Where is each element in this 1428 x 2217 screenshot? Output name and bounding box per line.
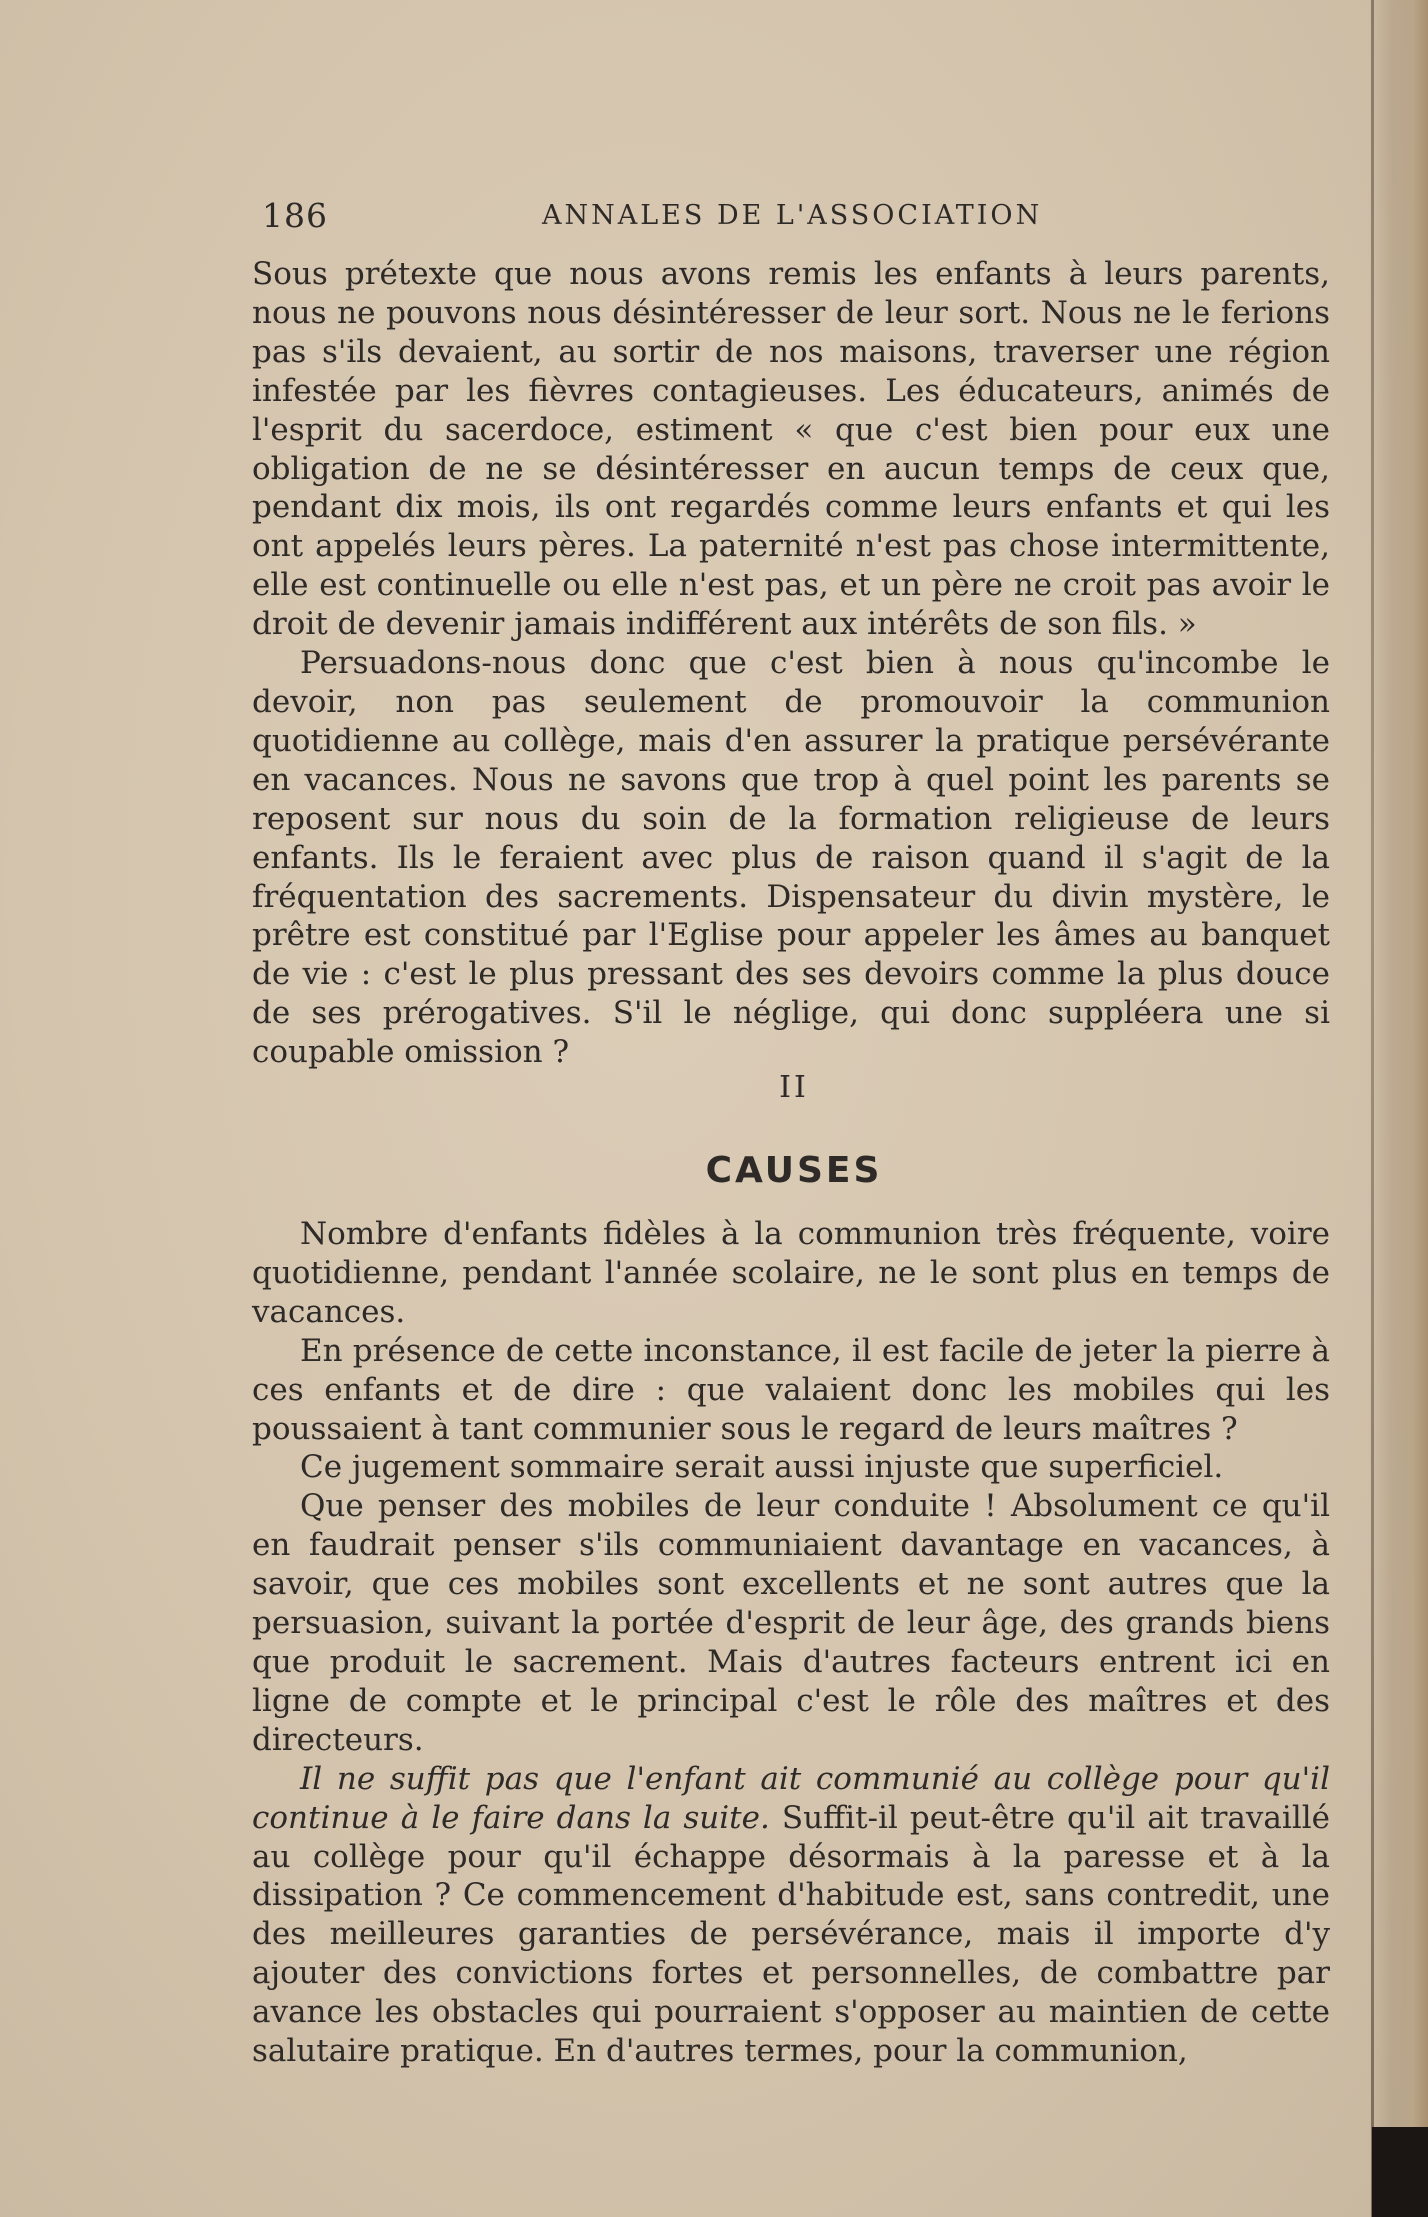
text-block-intro — [252, 255, 1330, 1072]
paragraph-continuation: Suffit-il peut-être qu'il ait travaillé au collège pour qu'il échappe désormais à la paresse et à la dissipation ? Ce commencement d'habitude est, sans contredit, une des meilleures garanties de persévérance, mais il importe d'y ajouter des convictions fortes et personnelles, de combattre par avance les obstacles qui pourraient s'opposer au maintien de cette salutaire pratique. En d'autres termes, pour la communion, — [252, 1799, 1330, 2070]
text-block-causes — [252, 1215, 1330, 2071]
page-number: 186 — [262, 196, 328, 235]
running-title: ANNALES DE L'ASSOCIATION — [542, 200, 1043, 231]
dark-corner — [1372, 2127, 1428, 2217]
page-binding-edge — [1371, 0, 1374, 2217]
section-number: II — [779, 1070, 809, 1105]
running-head — [262, 196, 1342, 236]
paragraph — [252, 1760, 1330, 2071]
paragraph: Persuadons-nous donc que c'est bien à nous qu'incombe le devoir, non pas seulement de promouvoir la communion quotidienne au collège, mais d'en assurer la pratique persévérante en vacances. Nous ne savons que trop à quel point les parents se reposent sur nous du soin de la formation religieuse de leurs enfants. Ils le feraient avec plus de raison quand il s'agit de la fréquentation des sacrements. Dispensateur du divin mystère, le prêtre est constitué par l'Eglise pour appeler les âmes au banquet de vie : c'est le plus pressant des ses devoirs comme la plus douce de ses prérogatives. S'il le néglige, qui donc suppléera une si coupable omission ? — [252, 645, 1330, 1071]
paragraph: Nombre d'enfants fidèles à la communion très fréquente, voire quotidienne, pendant l'année scolaire, ne le sont plus en temps de vacances. — [252, 1216, 1330, 1330]
section-title: CAUSES — [705, 1150, 883, 1191]
paragraph: Sous prétexte que nous avons remis les enfants à leurs parents, nous ne pouvons nous désintéresser de leur sort. Nous ne le ferions pas s'ils devaient, au sortir de nos maisons, traverser une région infestée par les fièvres contagieuses. Les éducateurs, animés de l'esprit du sacerdoce, estiment « que c'est bien pour eux une obligation de ne se désintéresser en aucun temps de ceux que, pendant dix mois, ils ont regardés comme leurs enfants et qui les ont appelés leurs pères. La paternité n'est pas chose intermittente, elle est continuelle ou elle n'est pas, et un père ne croit pas avoir le droit de devenir jamais indifférent aux intérêts de son fils. » — [252, 256, 1330, 643]
paragraph: Que penser des mobiles de leur conduite ! Absolument ce qu'il en faudrait penser s'ils communiaient davantage en vacances, à savoir, que ces mobiles sont excellents et ne sont autres que la persuasion, suivant la portée d'esprit de leur âge, des grands biens que produit le sacrement. Mais d'autres facteurs entrent ici en ligne de compte et le principal c'est le rôle des maîtres et des directeurs. — [252, 1488, 1330, 1758]
page-edge-shadow — [1368, 0, 1428, 2217]
italic-emphasis: Il ne suffit pas que l'enfant ait communié au collège pour qu'il continue à le faire dans la suite. — [252, 1760, 1330, 1836]
paragraph: Ce jugement sommaire serait aussi injuste que superficiel. — [300, 1449, 1224, 1486]
paragraph: En présence de cette inconstance, il est facile de jeter la pierre à ces enfants et de dire : que valaient donc les mobiles qui les poussaient à tant communier sous le regard de leurs maîtres ? — [252, 1332, 1330, 1447]
